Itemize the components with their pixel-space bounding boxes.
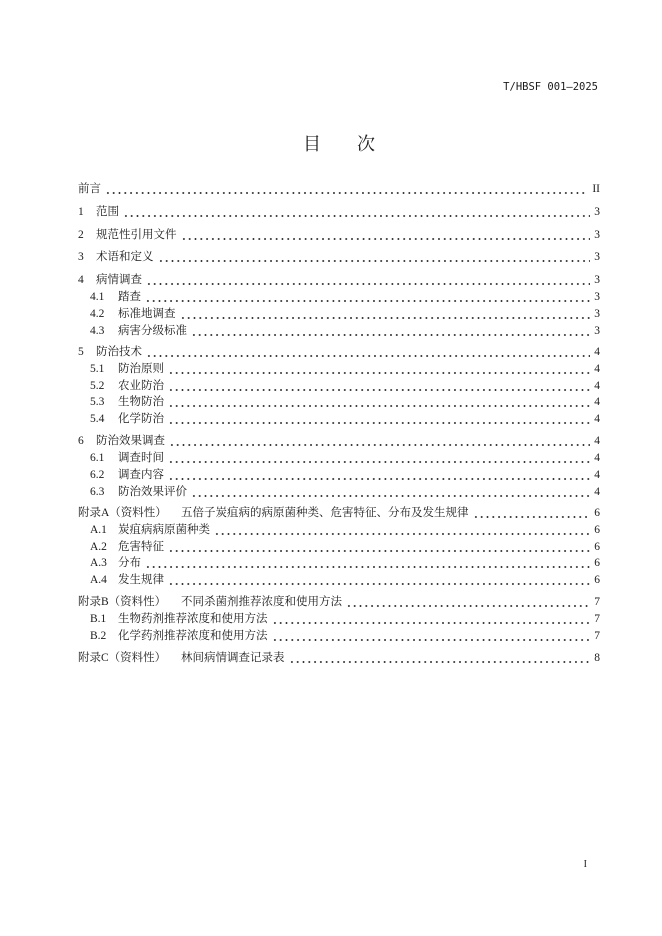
toc-entry-annex-c[interactable] xyxy=(78,651,600,665)
toc-entry-page: 3 xyxy=(594,229,600,241)
toc-entry-number: 2 xyxy=(78,229,84,241)
toc-entry-page: 6 xyxy=(594,541,600,553)
toc-entry-number: A.2 xyxy=(90,541,107,553)
toc-entry-number: 5.4 xyxy=(90,413,105,425)
toc-entry-annex-b-2[interactable] xyxy=(78,629,600,643)
dot-leader xyxy=(169,434,590,448)
toc-entry-title: 调查内容 xyxy=(118,469,164,481)
toc-entry-number: A.4 xyxy=(90,574,107,586)
toc-entry-annex-a-4[interactable] xyxy=(78,573,600,587)
toc-entry-clause-4-1[interactable] xyxy=(78,290,600,304)
toc-entry-clause-2[interactable] xyxy=(78,228,600,242)
toc-entry-clause-6-3[interactable] xyxy=(78,485,600,499)
toc-entry-clause-5-1[interactable] xyxy=(78,362,600,376)
toc-entry-title: 农业防治 xyxy=(118,380,164,392)
toc-entry-title: 防治原则 xyxy=(118,363,164,375)
dot-leader xyxy=(346,595,590,609)
toc-entry-annex-a-1[interactable] xyxy=(78,523,600,537)
dot-leader xyxy=(168,362,590,376)
dot-leader xyxy=(191,485,590,499)
toc-entry-number: 5 xyxy=(78,346,84,358)
toc-entry-clause-5-2[interactable] xyxy=(78,379,600,393)
dot-leader xyxy=(105,182,588,196)
toc-entry-page: 4 xyxy=(594,363,600,375)
toc-entry-clause-5-4[interactable] xyxy=(78,412,600,426)
toc-entry-title: 五倍子炭疽病的病原菌种类、危害特征、分布及发生规律 xyxy=(181,507,469,519)
toc-entry-number: 1 xyxy=(78,206,84,218)
toc-entry-page: 8 xyxy=(594,652,600,664)
toc-entry-title: 防治技术 xyxy=(96,346,142,358)
toc-entry-page: 7 xyxy=(594,613,600,625)
toc-entry-title: 分布 xyxy=(118,557,141,569)
toc-entry-page: 3 xyxy=(594,308,600,320)
toc-entry-title: 生物防治 xyxy=(118,396,164,408)
dot-leader xyxy=(158,250,591,264)
dot-leader xyxy=(289,651,591,665)
toc-entry-page: 4 xyxy=(594,486,600,498)
toc-entry-annex-a[interactable] xyxy=(78,506,600,520)
toc-entry-number: 4.3 xyxy=(90,325,105,337)
toc-entry-page: 4 xyxy=(594,435,600,447)
toc-entry-title: 林间病情调查记录表 xyxy=(181,652,285,664)
toc-entry-page: 3 xyxy=(594,274,600,286)
toc-entry-title: 防治效果调查 xyxy=(96,435,165,447)
toc-entry-page: 6 xyxy=(594,507,600,519)
toc-entry-clause-5-3[interactable] xyxy=(78,395,600,409)
toc-entry-title: 前言 xyxy=(78,183,101,195)
toc-entry-clause-4-3[interactable] xyxy=(78,324,600,338)
toc-entry-page: 4 xyxy=(594,380,600,392)
toc-entry-title: 不同杀菌剂推荐浓度和使用方法 xyxy=(181,596,342,608)
toc-entry-page: 4 xyxy=(594,346,600,358)
dot-leader xyxy=(146,273,590,287)
toc-entry-page: 4 xyxy=(594,413,600,425)
toc-entry-page: 6 xyxy=(594,574,600,586)
toc-entry-number: 4.2 xyxy=(90,308,105,320)
toc-entry-number: A.1 xyxy=(90,524,107,536)
toc-entry-number: 5.3 xyxy=(90,396,105,408)
dot-leader xyxy=(168,412,590,426)
page-number: I xyxy=(583,859,587,870)
toc-entry-clause-4-2[interactable] xyxy=(78,307,600,321)
dot-leader xyxy=(145,290,590,304)
dot-leader xyxy=(191,324,590,338)
toc-entry-page: 7 xyxy=(594,596,600,608)
dot-leader xyxy=(145,556,590,570)
dot-leader xyxy=(146,345,590,359)
toc-entry-page: 4 xyxy=(594,396,600,408)
toc-entry-clause-1[interactable] xyxy=(78,205,600,219)
toc-entry-page: 3 xyxy=(594,325,600,337)
toc-entry-title: 踏查 xyxy=(118,291,141,303)
toc-entry-foreword[interactable] xyxy=(78,182,600,196)
toc-entry-clause-4[interactable] xyxy=(78,273,600,287)
toc-entry-annex-b[interactable] xyxy=(78,595,600,609)
toc-entry-clause-5[interactable] xyxy=(78,345,600,359)
toc-entry-page: 6 xyxy=(594,557,600,569)
dot-leader xyxy=(214,523,590,537)
toc-entry-title: 调查时间 xyxy=(118,452,164,464)
toc-entry-annex-b-1[interactable] xyxy=(78,612,600,626)
toc-entry-number: 5.1 xyxy=(90,363,105,375)
toc-entry-title: 生物药剂推荐浓度和使用方法 xyxy=(118,613,268,625)
toc-annex-label: 附录B（资料性） xyxy=(78,596,167,608)
toc-entry-page: 6 xyxy=(594,524,600,536)
toc-entry-number: 3 xyxy=(78,251,84,263)
toc-annex-label: 附录A（资料性） xyxy=(78,507,167,519)
toc-entry-title: 术语和定义 xyxy=(96,251,154,263)
dot-leader xyxy=(168,573,590,587)
dot-leader xyxy=(473,506,591,520)
toc-entry-title: 炭疽病病原菌种类 xyxy=(118,524,210,536)
document-number: T/HBSF 001—2025 xyxy=(503,81,598,93)
toc-entry-page: 4 xyxy=(594,452,600,464)
toc-annex-label: 附录C（资料性） xyxy=(78,652,167,664)
dot-leader xyxy=(123,205,590,219)
toc-title: 目 次 xyxy=(303,134,375,155)
toc-entry-title: 范围 xyxy=(96,206,119,218)
toc-entry-title: 发生规律 xyxy=(118,574,164,586)
toc-entry-annex-a-3[interactable] xyxy=(78,556,600,570)
toc-entry-title: 化学防治 xyxy=(118,413,164,425)
toc-entry-page: 4 xyxy=(594,469,600,481)
dot-leader xyxy=(272,612,591,626)
toc-entry-clause-6-2[interactable] xyxy=(78,468,600,482)
toc-entry-page: 7 xyxy=(594,630,600,642)
toc-entry-clause-6-1[interactable] xyxy=(78,451,600,465)
toc-entry-title: 标准地调查 xyxy=(118,308,176,320)
toc-entry-number: B.2 xyxy=(90,630,107,642)
toc-entry-number: 6.3 xyxy=(90,486,105,498)
toc-entry-title: 病害分级标准 xyxy=(118,325,187,337)
toc-entry-number: B.1 xyxy=(90,613,107,625)
toc-entry-number: 6 xyxy=(78,435,84,447)
dot-leader xyxy=(168,451,590,465)
dot-leader xyxy=(168,379,590,393)
toc-entry-number: 4 xyxy=(78,274,84,286)
toc-entry-clause-3[interactable] xyxy=(78,250,600,264)
toc-entry-number: 6.2 xyxy=(90,469,105,481)
dot-leader xyxy=(180,307,591,321)
toc-entry-title: 化学药剂推荐浓度和使用方法 xyxy=(118,630,268,642)
dot-leader xyxy=(168,468,590,482)
toc-entry-number: A.3 xyxy=(90,557,107,569)
toc-entry-page: 3 xyxy=(594,291,600,303)
toc-entry-title: 规范性引用文件 xyxy=(96,229,177,241)
dot-leader xyxy=(168,395,590,409)
toc-entry-title: 病情调查 xyxy=(96,274,142,286)
toc-entry-page: II xyxy=(592,183,600,195)
toc-entry-number: 6.1 xyxy=(90,452,105,464)
toc-entry-page: 3 xyxy=(594,251,600,263)
toc-entry-clause-6[interactable] xyxy=(78,434,600,448)
toc-entry-number: 4.1 xyxy=(90,291,105,303)
toc-entry-page: 3 xyxy=(594,206,600,218)
dot-leader xyxy=(272,629,591,643)
dot-leader xyxy=(181,228,591,242)
toc-entry-title: 防治效果评价 xyxy=(118,486,187,498)
toc-entry-annex-a-2[interactable] xyxy=(78,540,600,554)
toc-entry-number: 5.2 xyxy=(90,380,105,392)
toc-entry-title: 危害特征 xyxy=(118,541,164,553)
dot-leader xyxy=(168,540,590,554)
